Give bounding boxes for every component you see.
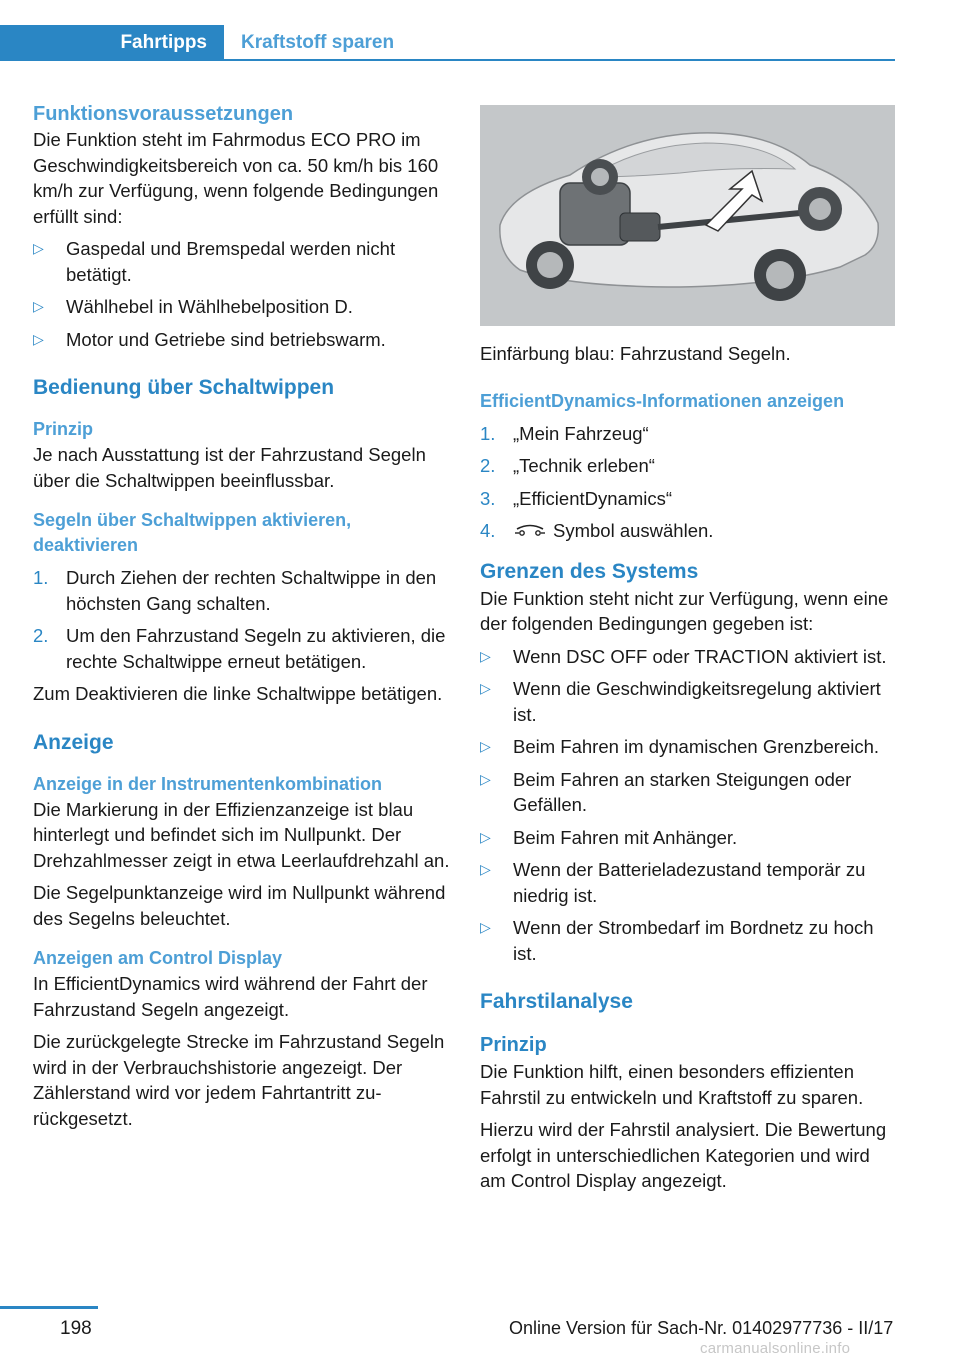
numbered-list-schaltwippen [33,565,451,674]
heading-instrumentenkombination: Anzeige in der Instrumentenkombination [33,773,383,794]
heading-fahrstilanalyse: Fahrstilanalyse [480,990,633,1013]
list-item: ▷ Beim Fahren an starken Steigungen oder Gefällen. [480,768,852,815]
car-illustration [480,105,895,326]
page-number: 198 [60,1318,92,1339]
triangle-bullet-icon: ▷ [33,330,44,347]
list-item: 2. „Technik erleben“ [480,453,900,479]
list-item: ▷ Motor und Getriebe sind betriebswarm. [33,327,451,353]
paragraph-instrumentenkombination-2: Die Segelpunktanzeige wird im Nullpunkt während des Segelns beleuchtet. [33,882,446,929]
list-item: 2. Um den Fahrzustand Segeln zu aktivieren, die rechte Schaltwippe erneut betätigen. [33,625,446,672]
list-item: ▷ Gaspedal und Bremspedal werden nicht betätigt. [33,238,396,285]
triangle-bullet-icon: ▷ [480,738,491,754]
footer-rule [0,1306,98,1309]
paragraph-prinzip: Je nach Ausstattung ist der Fahrzustand Segeln über die Schaltwippen beeinflussbar. [33,444,426,491]
paragraph-grenzen: Die Funktion steht nicht zur Verfügung, wenn eine der folgenden Bedingungen gegeben ist: [480,587,889,634]
paragraph-control-display-2: Die zurückgelegte Strecke im Fahrzustand Segeln wird in der Verbrauchshistorie angezeigt. Der Zählerstand wird vor jedem Fahrtantritt zurückgesetzt. [33,1031,445,1129]
tab-kraftstoff-sparen[interactable]: Kraftstoff sparen [241,32,395,53]
numbered-list-efficientdynamics [480,421,900,544]
paragraph-funktion: Die Funktion steht im Fahrmodus ECO PRO im Geschwindigkeitsbereich von ca. 50 km/h bis 160 km/h zur Verfügung, wenn folgende Bedingungen erfüllt sind: [33,129,439,227]
triangle-bullet-icon: ▷ [33,240,44,256]
triangle-bullet-icon: ▷ [480,861,491,877]
paragraph-fahrstil-1: Die Funktion hilft, einen besonders effizienten Fahrstil zu entwickeln und Kraftstoff zu sparen. [480,1061,864,1108]
triangle-bullet-icon: ▷ [480,828,491,845]
list-item: ▷ Wählhebel in Wählhebelposition D. [33,294,451,320]
tab-fahrtipps[interactable]: Fahrtipps [0,25,224,61]
paragraph-control-display-1: In EfficientDynamics wird während der Fahrt der Fahrzustand Segeln angezeigt. [33,973,428,1020]
right-column [480,105,900,1194]
step-number: 2. [480,455,496,476]
car-drivetrain-figure [480,105,895,326]
heading-grenzen: Grenzen des Systems [480,559,699,583]
list-item: ▷ Beim Fahren im dynamischen Grenzbereich. [480,734,900,760]
paragraph-fahrstil-2: Hierzu wird der Fahrstil analysiert. Die Bewertung erfolgt in unterschiedlichen Kategorien und wird am Control Display angezeigt. [480,1119,887,1191]
left-column [33,102,451,1131]
step-number: 1. [480,422,496,444]
heading-prinzip-fahrstil: Prinzip [480,1034,547,1056]
heading-prinzip: Prinzip [33,419,94,439]
list-item: 4. Symbol auswählen. [480,518,900,544]
list-item: ▷ Wenn der Batterieladezustand temporär zu niedrig ist. [480,859,866,906]
step-number: 1. [33,567,49,588]
heading-funktionsvoraussetzungen: Funktionsvoraussetzungen [33,103,294,125]
sailing-symbol-icon [513,521,547,539]
triangle-bullet-icon: ▷ [480,919,491,935]
triangle-bullet-icon: ▷ [480,647,491,664]
heading-segeln-schaltwippen: Segeln über Schaltwippen aktivieren, deaktivieren [33,510,352,555]
bullet-list-bedingungen [33,236,451,352]
figure-caption: Einfärbung blau: Fahrzustand Segeln. [480,343,791,364]
heading-anzeige: Anzeige [33,730,114,754]
triangle-bullet-icon: ▷ [480,770,491,787]
list-item: 1. „Mein Fahrzeug“ [480,421,900,447]
list-item: ▷ Beim Fahren mit Anhänger. [480,825,900,851]
watermark: carmanualsonline.info [700,1340,851,1357]
step-number: 3. [480,487,496,509]
list-item: ▷ Wenn die Geschwindigkeitsregelung aktiviert ist. [480,678,881,725]
online-version-note: Online Version für Sach-Nr. 01402977736 - II/17 [509,1318,894,1338]
list-item: 1. Durch Ziehen der rechten Schaltwippe in den höchsten Gang schalten. [33,567,437,614]
list-item: 3. „EfficientDynamics“ [480,486,900,512]
paragraph-instrumentenkombination-1: Die Markierung in der Effizienzanzeige ist blau hinterlegt und befindet sich im Nullpunkt. Der Drehzahlmesser zeigt in etwa Leerlaufdrehzahl an. [33,798,450,871]
bullet-list-grenzen [480,644,900,967]
list-item: ▷ Wenn der Strombedarf im Bordnetz zu hoch ist. [480,917,874,964]
heading-bedienung: Bedienung über Schaltwippen [33,376,335,399]
heading-control-display: Anzeigen am Control Display [33,948,283,968]
heading-efficientdynamics: EfficientDynamics-Informationen anzeigen [480,390,845,411]
triangle-bullet-icon: ▷ [480,680,491,696]
paragraph-deaktivieren: Zum Deaktivieren die linke Schaltwippe betätigen. [33,683,443,704]
list-item: ▷ Wenn DSC OFF oder TRACTION aktiviert ist. [480,644,900,670]
step-number: 2. [33,625,49,646]
step-number: 4. [480,520,496,541]
triangle-bullet-icon: ▷ [33,298,44,314]
